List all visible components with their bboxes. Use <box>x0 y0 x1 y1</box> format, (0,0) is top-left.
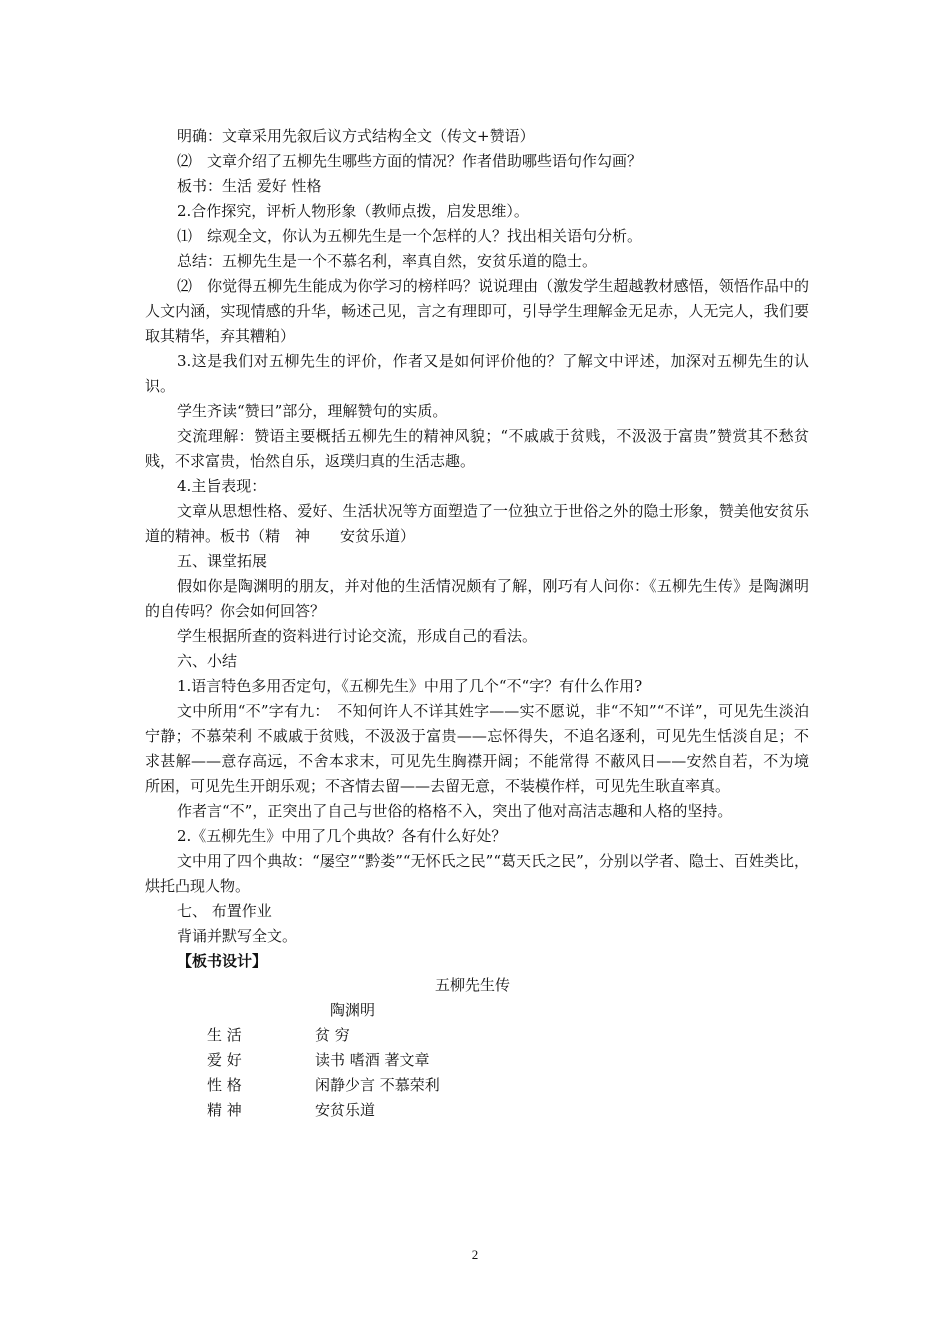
board-row <box>145 1099 809 1124</box>
paragraph: 文中用了四个典故：“屡空”“黔娄”“无怀氏之民”“葛天氏之民”，分别以学者、隐士、百姓类比，烘托凸现人物。 <box>145 852 809 895</box>
paragraph: 七、 布置作业 <box>177 902 272 920</box>
board-row-key: 精 神 <box>207 1101 242 1119</box>
paragraph: 3.这是我们对五柳先生的评价，作者又是如何评价他的？了解文中评述，加深对五柳先生的认识。 <box>145 352 809 395</box>
board-row-key: 爱 好 <box>207 1051 242 1069</box>
board-row-value: 闲静少言 不慕荣利 <box>315 1076 440 1094</box>
paragraph: ⑵ 你觉得五柳先生能成为你学习的榜样吗？说说理由（激发学生超越教材感悟，领悟作品中的人文内涵，实现情感的升华，畅述己见，言之有理即可，引导学生理解金无足赤，人无完人，我们要取其精华，弃其糟粕） <box>145 277 809 345</box>
board-row <box>145 1024 809 1049</box>
paragraph: 五、课堂拓展 <box>177 552 268 570</box>
board-row <box>145 1074 809 1099</box>
board-row-key: 性 格 <box>207 1076 242 1094</box>
board-title: 五柳先生传 <box>435 976 511 994</box>
paragraph: 背诵并默写全文。 <box>177 927 298 945</box>
paragraph: 学生根据所查的资料进行讨论交流，形成自己的看法。 <box>177 627 538 645</box>
paragraph: 学生齐读“赞曰”部分，理解赞句的实质。 <box>177 402 448 420</box>
board-author: 陶渊明 <box>330 1001 376 1019</box>
paragraph: 2.合作探究，评析人物形象（教师点拨，启发思维）。 <box>177 202 529 220</box>
board-row <box>145 1049 809 1074</box>
paragraph: ⑵ 文章介绍了五柳先生哪些方面的情况？作者借助哪些语句作勾画？ <box>177 152 643 170</box>
page-number: 2 <box>471 1247 479 1262</box>
paragraph: 文中所用“不”字有九： 不知何许人不详其姓字——实不愿说，非“不知”“不详”，可见先生淡泊宁静；不慕荣利 不戚戚于贫贱，不汲汲于富贵——忘怀得失，不追名逐利，可见先生恬淡自足；不求甚解——意存高远，不舍本求末，可见先生胸襟开阔；不能常得 不蔽风日——安然自若，不为境所困，可见先生开朗乐观；不吝情去留——去留无意，不装模作样，可见先生耿直率真。 <box>145 702 809 795</box>
paragraph: 1.语言特色多用否定句，《五柳先生》中用了几个“不“字？有什么作用? <box>177 677 643 695</box>
paragraph: 假如你是陶渊明的朋友，并对他的生活情况颇有了解，刚巧有人问你：《五柳先生传》是陶渊明的自传吗？你会如何回答？ <box>145 577 809 620</box>
paragraph: 【板书设计】 <box>177 952 268 970</box>
paragraph: 板书：生活 爱好 性格 <box>177 177 322 195</box>
board-row-value: 贫 穷 <box>315 1026 350 1044</box>
paragraph-list <box>145 124 809 974</box>
document-body <box>145 124 809 1124</box>
board-row-key: 生 活 <box>207 1026 242 1044</box>
paragraph: ⑴ 综观全文，你认为五柳先生是一个怎样的人？找出相关语句分析。 <box>177 227 643 245</box>
paragraph: 交流理解：赞语主要概括五柳先生的精神风貌；“不戚戚于贫贱，不汲汲于富贵”赞赏其不愁贫贱，不求富贵，怡然自乐，返璞归真的生活志趣。 <box>145 427 809 470</box>
paragraph: 2.《五柳先生》中用了几个典故？各有什么好处？ <box>177 827 507 845</box>
paragraph: 作者言“不”，正突出了自己与世俗的格格不入，突出了他对高洁志趣和人格的坚持。 <box>177 802 733 820</box>
paragraph: 六、小结 <box>177 652 238 670</box>
paragraph: 总结：五柳先生是一个不慕名利，率真自然，安贫乐道的隐士。 <box>177 252 598 270</box>
board-row-value: 安贫乐道 <box>315 1101 376 1119</box>
paragraph: 文章从思想性格、爱好、生活状况等方面塑造了一位独立于世俗之外的隐士形象，赞美他安贫乐道的精神。板书（精 神 安贫乐道） <box>145 502 809 545</box>
paragraph: 4.主旨表现： <box>177 477 267 495</box>
paragraph: 明确：文章采用先叙后议方式结构全文（传文+赞语） <box>177 127 535 145</box>
board-row-value: 读书 嗜酒 著文章 <box>315 1051 430 1069</box>
board-design <box>145 974 809 1124</box>
